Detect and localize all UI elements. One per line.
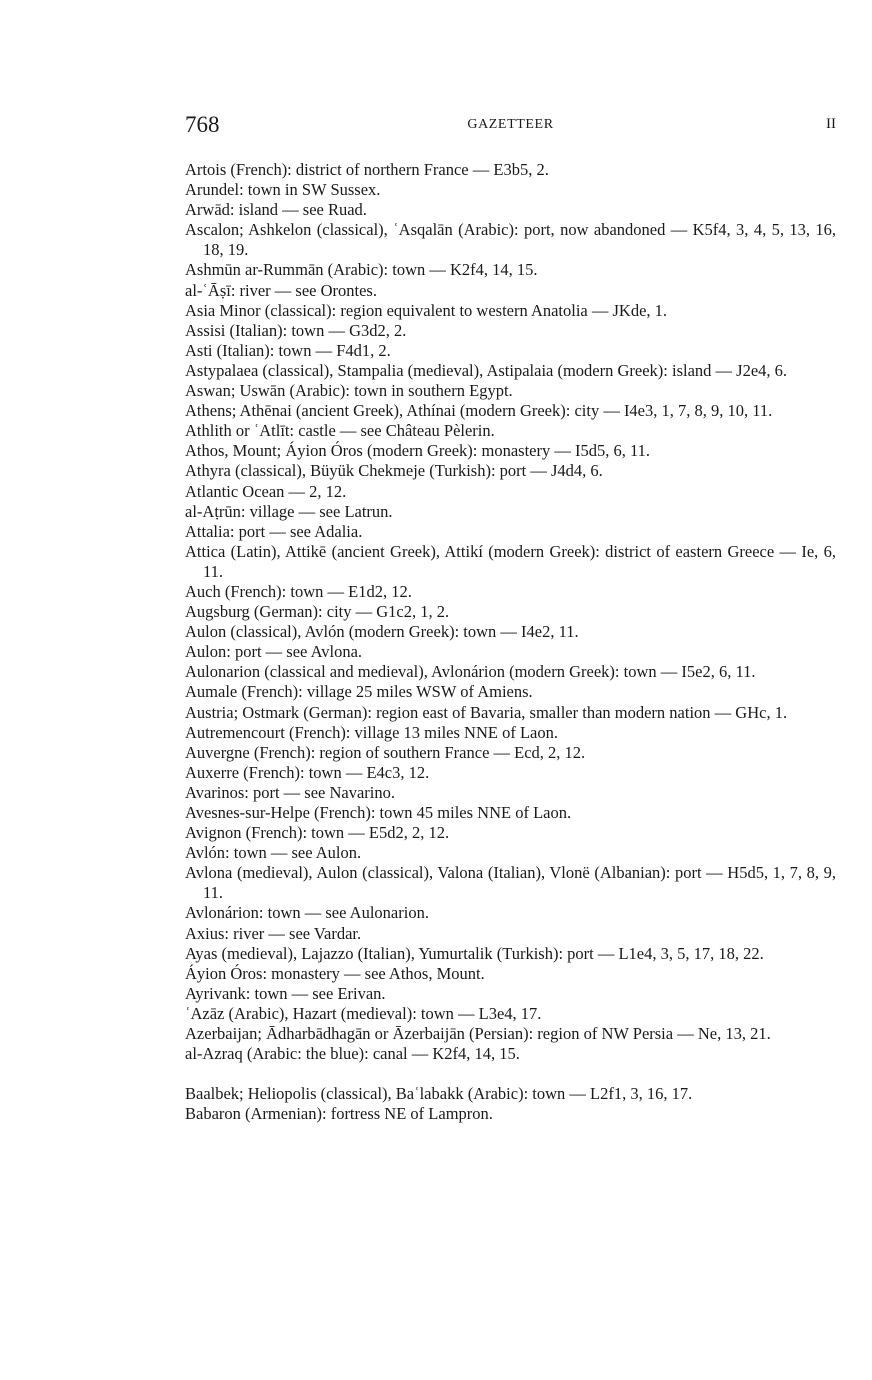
gazetteer-entries (185, 160, 836, 1125)
gazetteer-entry: Asia Minor (classical): region equivalent to western Anatolia — JKde, 1. (185, 300, 668, 320)
gazetteer-entry: Astypalaea (classical), Stampalia (medieval), Astipalaia (modern Greek): island — J2e4, 6. (185, 360, 788, 380)
gazetteer-entry: Avarinos: port — see Navarino. (185, 782, 396, 802)
page-number: 768 (185, 112, 220, 137)
gazetteer-entry: Artois (French): district of northern France — E3b5, 2. (185, 160, 549, 179)
gazetteer-entry: Athlith or ʿAtlīt: castle — see Château Pèlerin. (185, 421, 495, 441)
gazetteer-entry: Aulonarion (classical and medieval), Avlonárion (modern Greek): town — I5e2, 6, 11. (185, 662, 756, 682)
gazetteer-entry: Augsburg (German): city — G1c2, 1, 2. (185, 602, 450, 622)
gazetteer-entry: Avesnes-sur-Helpe (French): town 45 miles NNE of Laon. (185, 803, 572, 822)
gazetteer-entry: Áyion Óros: monastery — see Athos, Mount. (185, 963, 485, 983)
gazetteer-entry: Avlón: town — see Aulon. (185, 843, 362, 863)
gazetteer-entry: Axius: river — see Vardar. (185, 923, 362, 943)
gazetteer-entry: Asti (Italian): town — F4d1, 2. (185, 340, 391, 360)
gazetteer-entry: al-ʿĀṣī: river — see Orontes. (185, 280, 377, 300)
gazetteer-entry: Ashmūn ar-Rummān (Arabic): town — K2f4, 14, 15. (185, 260, 538, 280)
gazetteer-entry: Ascalon; Ashkelon (classical), ʿAsqalān (Arabic): port, now abandoned — K5f4, 3, 4, 5, 13, 16, 18, 19. (185, 220, 836, 260)
gazetteer-entry: Ayas (medieval), Lajazzo (Italian), Yumurtalik (Turkish): port — L1e4, 3, 5, 17, 18, 22. (185, 943, 764, 963)
running-head: GAZETTEER (467, 117, 554, 132)
gazetteer-entry: Atlantic Ocean — 2, 12. (185, 481, 347, 501)
gazetteer-entry: al-Aṭrūn: village — see Latrun. (185, 501, 393, 521)
gazetteer-entry: Azerbaijan; Ādharbādhagān or Āzerbaijān (Persian): region of NW Persia — Ne, 13, 21. (185, 1024, 771, 1044)
gazetteer-entry: Auxerre (French): town — E4c3, 12. (185, 762, 430, 782)
gazetteer-entry: Arwād: island — see Ruad. (185, 200, 367, 220)
gazetteer-entry: al-Azraq (Arabic: the blue): canal — K2f4, 14, 15. (185, 1044, 520, 1064)
gazetteer-entry: Auch (French): town — E1d2, 12. (185, 581, 412, 601)
gazetteer-entry: ʿAzāz (Arabic), Hazart (medieval): town — L3e4, 17. (185, 1003, 542, 1023)
page-header (185, 112, 836, 142)
gazetteer-entry: Avlonárion: town — see Aulonarion. (185, 903, 429, 923)
gazetteer-entry: Avlona (medieval), Aulon (classical), Valona (Italian), Vlonë (Albanian): port — H5d5, 1, 7, 8, 9, 11. (185, 863, 836, 903)
volume-number: II (826, 116, 836, 132)
gazetteer-entry: Arundel: town in SW Sussex. (185, 180, 381, 200)
gazetteer-entry: Autremencourt (French): village 13 miles NNE of Laon. (185, 722, 558, 742)
gazetteer-entry: Avignon (French): town — E5d2, 2, 12. (185, 823, 450, 843)
gazetteer-entry: Athos, Mount; Áyion Óros (modern Greek): monastery — I5d5, 6, 11. (185, 441, 650, 461)
gazetteer-entry: Attica (Latin), Attikē (ancient Greek), Attikí (modern Greek): district of eastern Greece — Ie, 6, 11. (185, 541, 836, 581)
gazetteer-entry: Austria; Ostmark (German): region east of Bavaria, smaller than modern nation — GHc, 1. (185, 702, 788, 722)
gazetteer-entry: Ayrivank: town — see Erivan. (185, 983, 386, 1003)
gazetteer-entry: Aswan; Uswān (Arabic): town in southern Egypt. (185, 381, 513, 401)
gazetteer-entry: Baalbek; Heliopolis (classical), Baʿlabakk (Arabic): town — L2f1, 3, 16, 17. (185, 1084, 693, 1104)
gazetteer-entry: Babaron (Armenian): fortress NE of Lampron. (185, 1104, 493, 1124)
gazetteer-entry: Auvergne (French): region of southern France — Ecd, 2, 12. (185, 742, 586, 762)
gazetteer-entry: Athens; Athēnai (ancient Greek), Athínai (modern Greek): city — I4e3, 1, 7, 8, 9, 10, 11. (185, 401, 773, 421)
gazetteer-entry: Aulon: port — see Avlona. (185, 642, 363, 662)
gazetteer-entry: Attalia: port — see Adalia. (185, 521, 363, 541)
gazetteer-entry: Aumale (French): village 25 miles WSW of Amiens. (185, 682, 533, 702)
gazetteer-entry: Assisi (Italian): town — G3d2, 2. (185, 320, 407, 340)
gazetteer-entry: Athyra (classical), Büyük Chekmeje (Turkish): port — J4d4, 6. (185, 461, 603, 481)
gazetteer-entry: Aulon (classical), Avlón (modern Greek): town — I4e2, 11. (185, 622, 579, 642)
